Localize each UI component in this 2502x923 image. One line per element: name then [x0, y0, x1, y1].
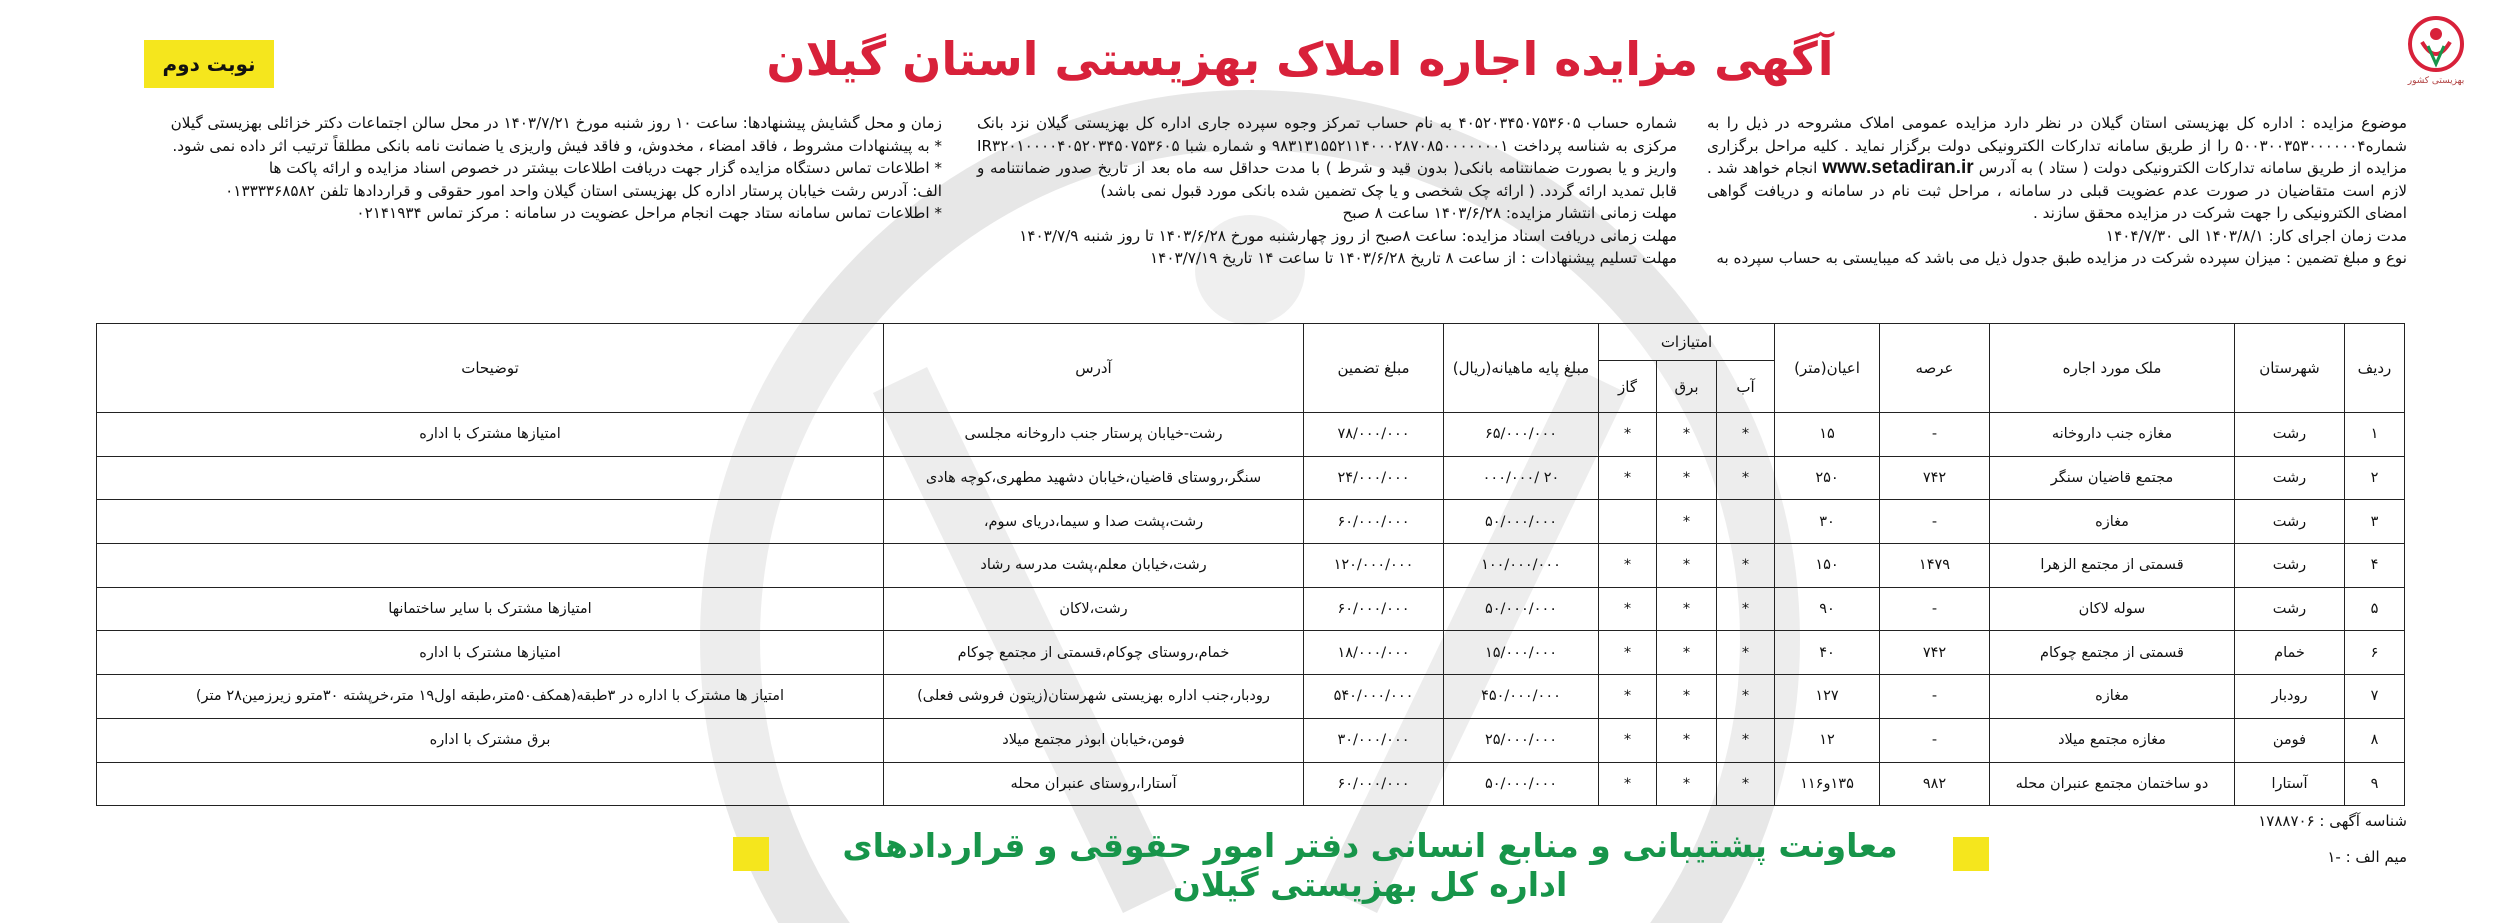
cell-notes	[97, 456, 884, 500]
notice-id: شناسه آگهی : ۱۷۸۸۷۰۶	[2258, 812, 2407, 830]
setad-contact: * اطلاعات تماس سامانه ستاد جهت انجام مراحل عضویت در سامانه : مرکز تماس ۰۲۱۴۱۹۳۴	[356, 204, 942, 222]
cell-land-area: -	[1880, 718, 1990, 762]
table-row	[97, 413, 2405, 457]
header-city: شهرستان	[2235, 324, 2345, 413]
cell-row-number: ۲	[2345, 456, 2405, 500]
cell-power: *	[1657, 544, 1717, 588]
round-badge: نوبت دوم	[144, 40, 274, 88]
conditions-note: * به پیشنهادات مشروط ، فاقد امضاء ، مخدوش، و فاقد فیش واریزی یا ضمانت نامه بانکی مطلقاً ترتیب اثر داده نمی شود.	[172, 136, 942, 155]
cell-power: *	[1657, 631, 1717, 675]
docs-deadline: مهلت زمانی دریافت اسناد مزایده: ساعت ۸صبح از روز چهارشنبه مورخ ۱۴۰۳/۶/۲۸ تا روز شنبه ۱۴۰۳/۷/۹	[1019, 226, 1677, 245]
cell-gas	[1599, 500, 1657, 544]
cell-deposit: ۲۴/۰۰۰/۰۰۰	[1304, 456, 1444, 500]
cell-base-price: ۶۵/۰۰۰/۰۰۰	[1444, 413, 1599, 457]
cell-property: قسمتی از مجتمع الزهرا	[1990, 544, 2235, 588]
cell-base-price: ۱۰۰/۰۰۰/۰۰۰	[1444, 544, 1599, 588]
header-power: برق	[1657, 361, 1717, 413]
header-address: آدرس	[884, 324, 1304, 413]
table-row	[97, 587, 2405, 631]
execution-period: مدت زمان اجرای کار: ۱۴۰۳/۸/۱ الی ۱۴۰۴/۷/۳۰	[2105, 226, 2407, 245]
cell-notes: امتیازها مشترک با اداره	[97, 631, 884, 675]
cell-notes	[97, 762, 884, 806]
cell-notes	[97, 500, 884, 544]
cell-base-price: ۵۰/۰۰۰/۰۰۰	[1444, 500, 1599, 544]
header-deposit: مبلغ تضمین	[1304, 324, 1444, 413]
cell-address: رشت-خیابان پرستار جنب داروخانه مجلسی	[884, 413, 1304, 457]
cell-land-area: -	[1880, 587, 1990, 631]
cell-address: فومن،خیابان ابوذر مجتمع میلاد	[884, 718, 1304, 762]
cell-building-area: ۱۲	[1775, 718, 1880, 762]
cell-row-number: ۱	[2345, 413, 2405, 457]
cell-gas: *	[1599, 456, 1657, 500]
cell-property: سوله لاکان	[1990, 587, 2235, 631]
cell-notes: امتیازها مشترک با اداره	[97, 413, 884, 457]
cell-building-area: ۱۵	[1775, 413, 1880, 457]
cell-city: رودبار	[2235, 675, 2345, 719]
cell-city: رشت	[2235, 456, 2345, 500]
cell-base-price: ۵۰/۰۰۰/۰۰۰	[1444, 587, 1599, 631]
publish-deadline: مهلت زمانی انتشار مزایده: ۱۴۰۳/۶/۲۸ ساعت ۸ صبح	[1342, 204, 1677, 222]
cell-address: رشت،پشت صدا و سیما،دریای سوم،	[884, 500, 1304, 544]
cell-water: *	[1717, 413, 1775, 457]
opening-time: زمان و محل گشایش پیشنهادها: ساعت ۱۰ روز شنبه مورخ ۱۴۰۳/۷/۲۱ در محل سالن اجتماعات دکتر خزائلی بهزیستی گیلان	[170, 114, 942, 132]
cell-city: رشت	[2235, 587, 2345, 631]
cell-city: فومن	[2235, 718, 2345, 762]
cell-gas: *	[1599, 631, 1657, 675]
cell-city: آستارا	[2235, 762, 2345, 806]
setad-website-link[interactable]: www.setadiran.ir	[1822, 157, 1974, 178]
cell-deposit: ۶۰/۰۰۰/۰۰۰	[1304, 587, 1444, 631]
submission-deadline: مهلت تسلیم پیشنهادات : از ساعت ۸ تاریخ ۱۴۰۳/۶/۲۸ تا ساعت ۱۴ تاریخ ۱۴۰۳/۷/۱۹	[1150, 249, 1677, 267]
table-row	[97, 762, 2405, 806]
cell-property: مغازه مجتمع میلاد	[1990, 718, 2235, 762]
cell-deposit: ۷۸/۰۰۰/۰۰۰	[1304, 413, 1444, 457]
cell-land-area: -	[1880, 675, 1990, 719]
header-building: اعیان(متر)	[1775, 324, 1880, 413]
table-row	[97, 631, 2405, 675]
table-row	[97, 718, 2405, 762]
header-water: آب	[1717, 361, 1775, 413]
cell-deposit: ۶۰/۰۰۰/۰۰۰	[1304, 762, 1444, 806]
cell-power: *	[1657, 456, 1717, 500]
logo-emblem-icon	[2400, 14, 2472, 74]
header	[0, 0, 2502, 100]
cell-deposit: ۶۰/۰۰۰/۰۰۰	[1304, 500, 1444, 544]
cell-water: *	[1717, 762, 1775, 806]
mim-code: میم الف : -۱	[2327, 848, 2407, 866]
intro-column-2	[977, 112, 1677, 317]
cell-property: قسمتی از مجتمع چوکام	[1990, 631, 2235, 675]
cell-address: خمام،روستای چوکام،قسمتی از مجتمع چوکام	[884, 631, 1304, 675]
cell-water: *	[1717, 544, 1775, 588]
header-gas: گاز	[1599, 361, 1657, 413]
cell-land-area: ۷۴۲	[1880, 456, 1990, 500]
cell-gas: *	[1599, 675, 1657, 719]
cell-address: سنگر،روستای قاضیان،خیابان دشهید مطهری،کوچه هادی	[884, 456, 1304, 500]
cell-power: *	[1657, 413, 1717, 457]
cell-gas: *	[1599, 718, 1657, 762]
logo-caption: بهزیستی کشور	[2407, 76, 2465, 86]
header-land: عرصه	[1880, 324, 1990, 413]
cell-building-area: ۲۵۰	[1775, 456, 1880, 500]
cell-water: *	[1717, 718, 1775, 762]
cell-base-price: ۲۵/۰۰۰/۰۰۰	[1444, 718, 1599, 762]
table-row	[97, 675, 2405, 719]
table-row	[97, 544, 2405, 588]
cell-property: مغازه	[1990, 675, 2235, 719]
guarantee-type: نوع و مبلغ تضمین : میزان سپرده شرکت در مزایده طبق جدول ذیل می باشد که میبایستی به حساب سپرده به	[1716, 249, 2407, 267]
cell-base-price: ۴۵۰/۰۰۰/۰۰۰	[1444, 675, 1599, 719]
cell-city: خمام	[2235, 631, 2345, 675]
cell-address: آستارا،روستای عنبران محله	[884, 762, 1304, 806]
cell-water: *	[1717, 675, 1775, 719]
intro-column-3	[92, 112, 942, 317]
cell-notes	[97, 544, 884, 588]
cell-gas: *	[1599, 587, 1657, 631]
cell-row-number: ۴	[2345, 544, 2405, 588]
cell-address: رودبار،جنب اداره بهزیستی شهرستان(زیتون فروشی فعلی)	[884, 675, 1304, 719]
cell-row-number: ۷	[2345, 675, 2405, 719]
cell-land-area: ۱۴۷۹	[1880, 544, 1990, 588]
cell-land-area: ۹۸۲	[1880, 762, 1990, 806]
header-row-number: ردیف	[2345, 324, 2405, 413]
cell-land-area: -	[1880, 500, 1990, 544]
cell-water: *	[1717, 631, 1775, 675]
cell-address: رشت،خیابان معلم،پشت مدرسه رشاد	[884, 544, 1304, 588]
contact-note: * اطلاعات تماس دستگاه مزایده گزار جهت دریافت اطلاعات بیشتر در خصوص اسناد مزایده و ارائه پاکت ها	[268, 159, 942, 177]
contact-address: الف: آدرس رشت خیابان پرستار اداره کل بهزیستی استان گیلان واحد امور حقوقی و قراردادها تلفن ۰۱۳۳۳۳۶۸۵۸۲	[225, 181, 942, 200]
cell-property: مغازه	[1990, 500, 2235, 544]
cell-building-area: ۴۰	[1775, 631, 1880, 675]
cell-water: *	[1717, 587, 1775, 631]
cell-city: رشت	[2235, 500, 2345, 544]
cell-gas: *	[1599, 762, 1657, 806]
subject-text: موضوع مزایده : اداره کل بهزیستی استان گیلان در نظر دارد مزایده عمومی املاک مشروحه در ذیل را به شماره۵۰۰۳۰۰۳۵۳۰۰۰۰۰۰۴ را از طریق سامانه تدارکات الکترونیکی دولت برگزار نماید . کلیه مراحل برگزاری مزایده از طریق سامانه تدارکات الکترونیکی دولت ( ستاد ) به آدرس	[1707, 114, 2408, 177]
cell-base-price: ۲۰ /۰۰۰/۰۰۰	[1444, 456, 1599, 500]
cell-building-area: ۳۰	[1775, 500, 1880, 544]
yellow-square-right	[1953, 837, 1989, 871]
cell-city: رشت	[2235, 544, 2345, 588]
cell-deposit: ۳۰/۰۰۰/۰۰۰	[1304, 718, 1444, 762]
cell-land-area: ۷۴۲	[1880, 631, 1990, 675]
cell-property: دو ساختمان مجتمع عنبران محله	[1990, 762, 2235, 806]
cell-row-number: ۳	[2345, 500, 2405, 544]
cell-property: مجتمع قاضیان سنگر	[1990, 456, 2235, 500]
cell-property: مغازه جنب داروخانه	[1990, 413, 2235, 457]
intro-column-1	[1707, 112, 2407, 317]
cell-power: *	[1657, 762, 1717, 806]
cell-row-number: ۸	[2345, 718, 2405, 762]
cell-deposit: ۱۸/۰۰۰/۰۰۰	[1304, 631, 1444, 675]
cell-base-price: ۱۵/۰۰۰/۰۰۰	[1444, 631, 1599, 675]
cell-building-area: ۱۵۰	[1775, 544, 1880, 588]
header-notes: توضیحات	[97, 324, 884, 413]
cell-notes: امتیاز ها مشترک با اداره در ۳طبقه(همکف۵۰متر،طبقه اول۱۹ متر،خرپشته ۳۰مترو زیرزمین۲۸ متر)	[97, 675, 884, 719]
cell-power: *	[1657, 718, 1717, 762]
cell-address: رشت،لاکان	[884, 587, 1304, 631]
cell-building-area: ۹۰	[1775, 587, 1880, 631]
cell-power: *	[1657, 675, 1717, 719]
cell-city: رشت	[2235, 413, 2345, 457]
cell-deposit: ۵۴۰/۰۰۰/۰۰۰	[1304, 675, 1444, 719]
cell-power: *	[1657, 587, 1717, 631]
cell-building-area: ۱۲۷	[1775, 675, 1880, 719]
header-base-price: مبلغ پایه ماهیانه(ریال)	[1444, 324, 1599, 413]
account-info: شماره حساب ۴۰۵۲۰۳۴۵۰۷۵۳۶۰۵ به نام حساب تمرکز وجوه سپرده جاری اداره کل بهزیستی گیلان نزد بانک مرکزی به شناسه پرداخت ۹۸۳۱۳۱۵۵۲۱۱۴۰۰۰۲۸۷۰۸۵۰۰۰۰۰۰۰۱ و شماره شبا IR۳۲۰۱۰۰۰۰۴۰۵۲۰۳۴۵۰۷۵۳۶۰۵ واریز و یا بصورت ضمانتنامه بانکی( بدون قید و شرط ) با مدت حداقل سه ماه بعد از تاریخ صدور ضمانتنامه و قابل تمدید ارائه گردد. ( ارائه چک شخصی و یا چک تضمین شده بانکی مورد قبول نمی باشد)	[977, 114, 1677, 200]
cell-water: *	[1717, 456, 1775, 500]
cell-base-price: ۵۰/۰۰۰/۰۰۰	[1444, 762, 1599, 806]
behzisti-logo	[2400, 14, 2472, 98]
page-title: آگهی مزایده اجاره املاک بهزیستی استان گیلان	[766, 32, 1834, 86]
table-row	[97, 500, 2405, 544]
subject-text-cont: انجام خواهد شد . لازم است متقاضیان در صورت عدم عضویت قبلی در سامانه ، مراحل ثبت نام در سامانه و دریافت گواهی امضای الکترونیکی را جهت شرکت در مزایده محقق سازند .	[1707, 159, 2407, 222]
header-privileges: امتیازات	[1599, 324, 1775, 361]
intro-subject	[1707, 112, 2407, 225]
properties-table	[97, 323, 2405, 805]
cell-gas: *	[1599, 413, 1657, 457]
yellow-square-left	[733, 837, 769, 871]
cell-notes: امتیازها مشترک با سایر ساختمانها	[97, 587, 884, 631]
footer-organization: معاونت پشتیبانی و منابع انسانی دفتر امور حقوقی و قراردادهای اداره کل بهزیستی گیلان	[842, 826, 1898, 904]
cell-row-number: ۵	[2345, 587, 2405, 631]
cell-land-area: -	[1880, 413, 1990, 457]
cell-notes: برق مشترک با اداره	[97, 718, 884, 762]
cell-gas: *	[1599, 544, 1657, 588]
cell-building-area: ۱۳۵و۱۱۶	[1775, 762, 1880, 806]
table-row	[97, 456, 2405, 500]
cell-row-number: ۶	[2345, 631, 2405, 675]
cell-power: *	[1657, 500, 1717, 544]
cell-row-number: ۹	[2345, 762, 2405, 806]
cell-water	[1717, 500, 1775, 544]
cell-deposit: ۱۲۰/۰۰۰/۰۰۰	[1304, 544, 1444, 588]
header-property: ملک مورد اجاره	[1990, 324, 2235, 413]
